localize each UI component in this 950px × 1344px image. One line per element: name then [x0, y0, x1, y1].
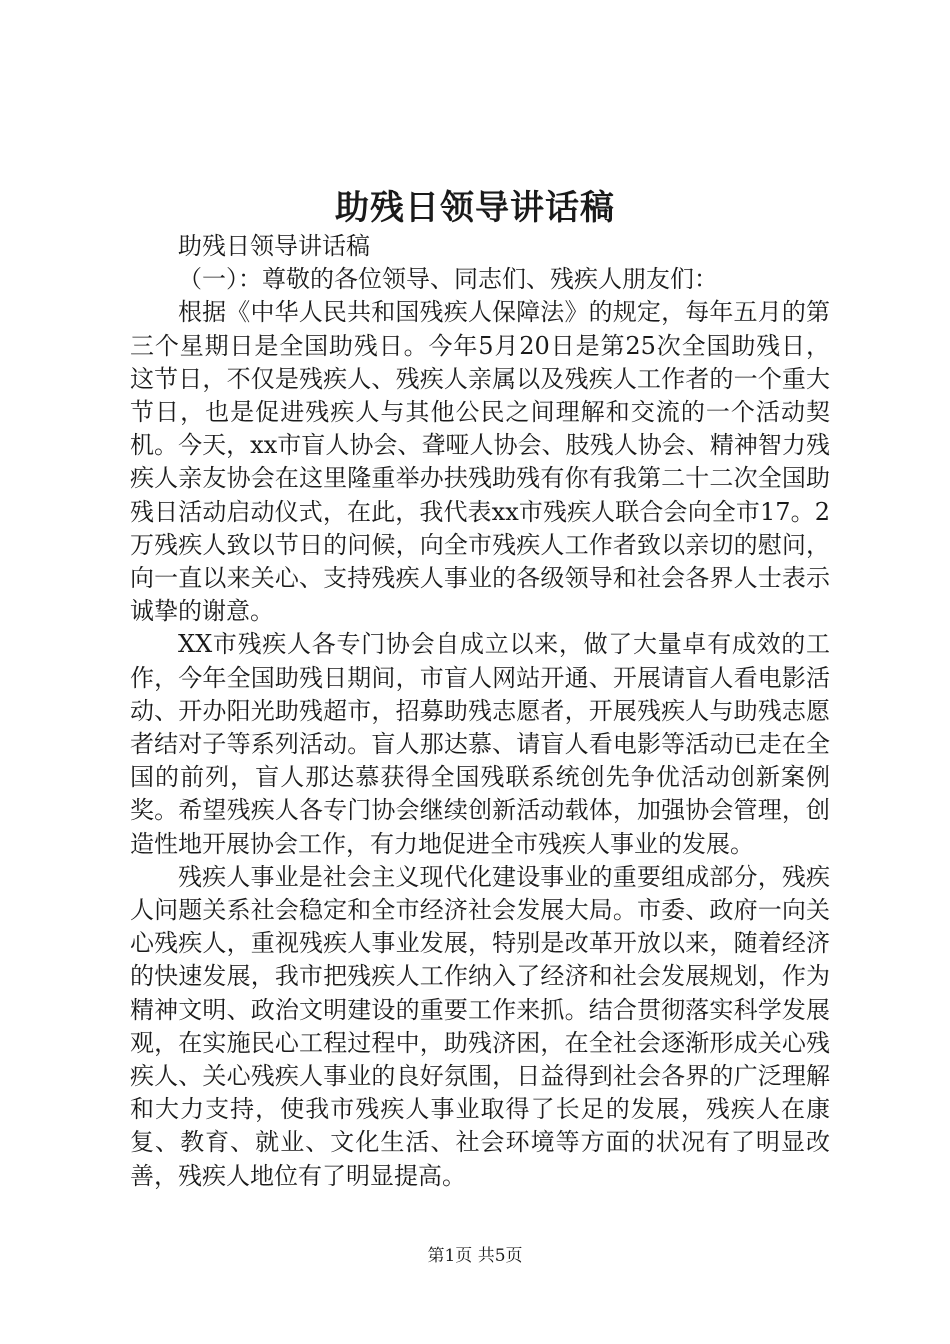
paragraph-body-2: XX市残疾人各专门协会自成立以来，做了大量卓有成效的工作，今年全国助残日期间，市盲人网站开通、开展请盲人看电影活动、开办阳光助残超市，招募助残志愿者，开展残疾人与助残志愿者结对子等系列活动。盲人那达慕、请盲人看电影等活动已走在全国的前列，盲人那达慕获得全国残联系统创先争优活动创新案例奖。希望残疾人各专门协会继续创新活动载体，加强协会管理，创造性地开展协会工作，有力地促进全市残疾人事业的发展。 [130, 630, 830, 858]
paragraph-salutation: （一）：尊敬的各位领导、同志们、残疾人朋友们： [178, 265, 718, 294]
document-body [130, 230, 830, 1193]
paragraph-body-3: 残疾人事业是社会主义现代化建设事业的重要组成部分，残疾人问题关系社会稳定和全市经济社会发展大局。市委、政府一向关心残疾人，重视残疾人事业发展，特别是改革开放以来，随着经济的快速发展，我市把残疾人工作纳入了经济和社会发展规划，作为精神文明、政治文明建设的重要工作来抓。结合贯彻落实科学发展观，在实施民心工程过程中，助残济困，在全社会逐渐形成关心残疾人、关心残疾人事业的良好氛围，日益得到社会各界的广泛理解和大力支持，使我市残疾人事业取得了长足的发展，残疾人在康复、教育、就业、文化生活、社会环境等方面的状况有了明显改善，残疾人地位有了明显提高。 [130, 862, 830, 1190]
paragraph-subtitle: 助残日领导讲话稿 [178, 232, 370, 260]
paragraph-body-1: 根据《中华人民共和国残疾人保障法》的规定，每年五月的第三个星期日是全国助残日。今年5月20日是第25次全国助残日，这节日，不仅是残疾人、残疾人亲属以及残疾人工作者的一个重大节日，也是促进残疾人与其他公民之间理解和交流的一个活动契机。今天，xx市盲人协会、聋哑人协会、肢残人协会、精神智力残疾人亲友协会在这里隆重举办扶残助残有你有我第二十二次全国助残日活动启动仪式，在此，我代表xx市残疾人联合会向全市17。2万残疾人致以节日的问候，向全市残疾人工作者致以亲切的慰问，向一直以来关心、支持残疾人事业的各级领导和社会各界人士表示诚挚的谢意。 [130, 298, 830, 626]
page-number-footer: 第1页 共5页 [427, 1246, 523, 1266]
document-title: 助残日领导讲话稿 [335, 188, 615, 228]
